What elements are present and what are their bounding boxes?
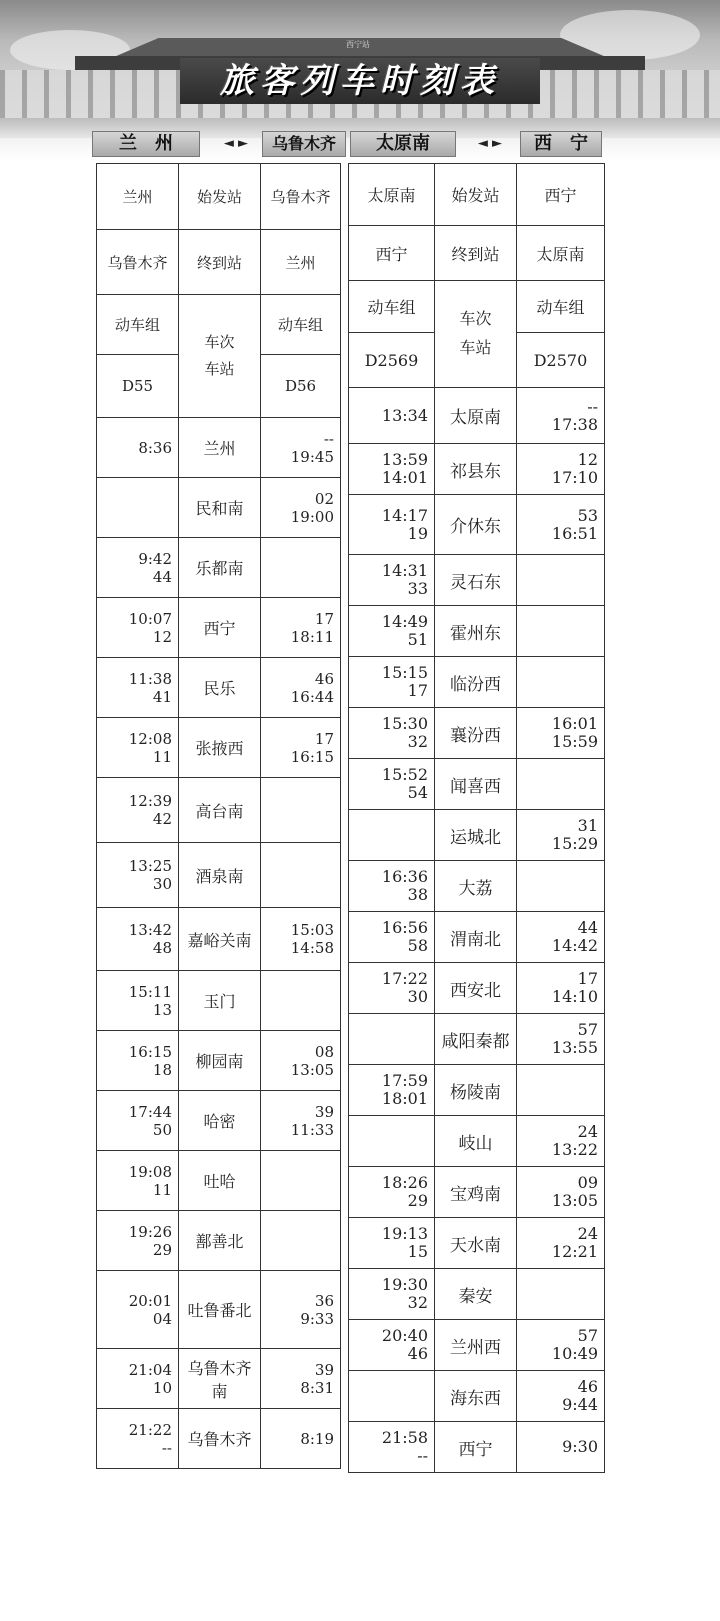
up-time-bottom: 16:44 — [290, 687, 334, 706]
up-time-bottom: 8:31 — [300, 1378, 334, 1397]
table-row — [349, 1014, 605, 1065]
down-time-bottom: 30 — [407, 987, 428, 1006]
down-time-bottom: 50 — [152, 1120, 172, 1139]
table-row — [97, 1409, 341, 1469]
station-name: 杨陵南 — [435, 1065, 517, 1116]
up-time-bottom: 14:42 — [551, 936, 598, 955]
down-time-bottom: 38 — [407, 885, 428, 904]
up-time-top: 46 — [314, 669, 334, 688]
up-time — [517, 606, 605, 657]
down-time-top: 19:13 — [381, 1224, 428, 1243]
table-row — [349, 1320, 605, 1371]
up-time-top: 57 — [577, 1326, 598, 1345]
down-time — [349, 1422, 435, 1473]
train-type-up: 动车组 — [517, 281, 605, 333]
down-time-bottom: 18:01 — [381, 1089, 428, 1108]
down-time-top: 15:11 — [128, 982, 172, 1001]
up-time-top: 39 — [314, 1360, 334, 1379]
train-station-column-label — [179, 295, 261, 418]
up-time-bottom: 19:00 — [290, 507, 334, 526]
up-time — [517, 708, 605, 759]
station-name: 宝鸡南 — [435, 1167, 517, 1218]
table-row — [349, 657, 605, 708]
down-time-top: 14:49 — [381, 612, 428, 631]
down-time-bottom: 12 — [152, 627, 172, 646]
up-time — [517, 1371, 605, 1422]
table-row — [97, 538, 341, 598]
origin-station-down: 太原南 — [349, 164, 435, 226]
terminal-station-up: 太原南 — [517, 226, 605, 281]
down-time — [97, 778, 179, 843]
station-name: 太原南 — [435, 388, 517, 444]
down-time — [349, 1167, 435, 1218]
up-time-top: 39 — [314, 1102, 334, 1121]
up-time — [517, 1218, 605, 1269]
down-time — [97, 1151, 179, 1211]
down-time-top: 20:01 — [128, 1291, 172, 1310]
station-name: 海东西 — [435, 1371, 517, 1422]
table-row — [349, 1167, 605, 1218]
down-time-bottom: 51 — [407, 630, 428, 649]
up-time — [261, 538, 341, 598]
down-time — [97, 1211, 179, 1271]
up-time-bottom: 17:38 — [551, 414, 598, 434]
origin-station-down: 兰州 — [97, 164, 179, 230]
station-name: 张掖西 — [179, 718, 261, 778]
station-name: 鄯善北 — [179, 1211, 261, 1271]
origin-station-up: 乌鲁木齐 — [261, 164, 341, 230]
station-name: 高台南 — [179, 778, 261, 843]
up-time-bottom: 14:58 — [290, 939, 334, 957]
down-time-top: 16:15 — [128, 1042, 172, 1061]
table-row — [97, 843, 341, 908]
station-name: 霍州东 — [435, 606, 517, 657]
up-time-top: 15:03 — [290, 921, 334, 939]
down-time-bottom: 29 — [152, 1240, 172, 1259]
up-time-bottom: 16:15 — [290, 747, 334, 766]
table-row — [97, 971, 341, 1031]
up-time-bottom: 13:05 — [290, 1060, 334, 1079]
down-time-bottom: 29 — [407, 1191, 428, 1210]
station-name: 襄汾西 — [435, 708, 517, 759]
down-time — [349, 810, 435, 861]
table-row — [97, 1271, 341, 1349]
down-time — [97, 598, 179, 658]
terminal-station-up: 兰州 — [261, 230, 341, 295]
down-time — [349, 555, 435, 606]
down-time — [349, 708, 435, 759]
down-time — [97, 538, 179, 598]
down-time-top: 18:26 — [381, 1173, 428, 1192]
up-time-top: 8:19 — [300, 1429, 334, 1448]
up-time — [517, 1116, 605, 1167]
up-time-bottom: 15:59 — [551, 732, 598, 751]
up-time — [517, 444, 605, 495]
station-name: 兰州 — [179, 418, 261, 478]
down-time — [349, 1116, 435, 1167]
down-time-bottom: 32 — [407, 732, 428, 751]
down-time-top: 13:59 — [381, 450, 428, 469]
table-row — [97, 598, 341, 658]
down-time-bottom: 14:01 — [381, 468, 428, 487]
station-name: 岐山 — [435, 1116, 517, 1167]
down-time — [349, 759, 435, 810]
down-time — [97, 908, 179, 971]
down-time — [97, 971, 179, 1031]
station-name: 天水南 — [435, 1218, 517, 1269]
up-time-top: 31 — [577, 816, 598, 835]
left-route-from: 兰 州 — [92, 131, 200, 157]
down-time-top: 15:52 — [381, 765, 428, 784]
timetable-lanzhou-urumqi — [96, 163, 341, 1469]
down-time-bottom: 44 — [152, 567, 172, 586]
up-time — [517, 555, 605, 606]
up-time — [261, 418, 341, 478]
down-time — [349, 912, 435, 963]
station-name: 民乐 — [179, 658, 261, 718]
left-route-to: 乌鲁木齐 — [262, 131, 346, 157]
table-row — [97, 1211, 341, 1271]
up-time — [261, 598, 341, 658]
up-time — [261, 1031, 341, 1091]
table-row — [349, 1065, 605, 1116]
down-time-top: 19:30 — [381, 1275, 428, 1294]
up-time — [517, 495, 605, 555]
up-time — [261, 1151, 341, 1211]
down-time — [349, 388, 435, 444]
table-row — [349, 1269, 605, 1320]
up-time-top: 17 — [314, 729, 334, 748]
right-route-to: 西 宁 — [520, 131, 602, 157]
table-row — [349, 708, 605, 759]
train-type-up: 动车组 — [261, 295, 341, 355]
timetable-taiyuannan-xining — [348, 163, 605, 1473]
table-row — [349, 810, 605, 861]
down-time-bottom: 8:36 — [138, 438, 172, 457]
table-row — [97, 908, 341, 971]
up-time — [261, 778, 341, 843]
terminal-station-down: 西宁 — [349, 226, 435, 281]
up-time-top: 9:30 — [562, 1437, 598, 1456]
down-time — [349, 1218, 435, 1269]
up-time-bottom: 19:45 — [290, 447, 334, 466]
down-time — [349, 861, 435, 912]
left-route-arrows-icon: ◄ ► — [223, 136, 249, 151]
station-name: 临汾西 — [435, 657, 517, 708]
up-time-bottom: 9:33 — [300, 1309, 334, 1328]
down-time-bottom: 19 — [407, 523, 428, 543]
station-name: 民和南 — [179, 478, 261, 538]
down-time-bottom: 33 — [407, 579, 428, 598]
column-label-text: 车次 车站 — [204, 333, 235, 378]
table-row — [97, 778, 341, 843]
origin-label: 始发站 — [179, 164, 261, 230]
table-row — [349, 1218, 605, 1269]
terminal-label: 终到站 — [179, 230, 261, 295]
up-time — [517, 810, 605, 861]
down-time-top: 14:17 — [381, 505, 428, 525]
station-name: 咸阳秦都 — [435, 1014, 517, 1065]
up-time — [261, 1409, 341, 1469]
down-time — [349, 963, 435, 1014]
station-name: 乐都南 — [179, 538, 261, 598]
station-name: 兰州西 — [435, 1320, 517, 1371]
down-time-bottom: 11 — [152, 747, 172, 766]
down-time-bottom: 10 — [152, 1378, 172, 1397]
up-time — [517, 963, 605, 1014]
up-time-top: 02 — [314, 489, 334, 508]
train-type-down: 动车组 — [349, 281, 435, 333]
down-time-bottom: 18 — [152, 1060, 172, 1079]
up-time-top: 16:01 — [551, 714, 598, 733]
right-route-arrows-icon: ◄ ► — [477, 136, 503, 151]
up-time — [261, 718, 341, 778]
train-number-up: D2570 — [517, 333, 605, 388]
down-time-top: 15:15 — [381, 663, 428, 682]
down-time-bottom: 46 — [407, 1344, 428, 1363]
up-time-bottom: 12:21 — [551, 1242, 598, 1261]
table-row — [97, 1349, 341, 1409]
station-name: 柳园南 — [179, 1031, 261, 1091]
table-row — [349, 963, 605, 1014]
table-row — [349, 1371, 605, 1422]
down-time-top: 17:44 — [128, 1102, 172, 1121]
station-name: 闻喜西 — [435, 759, 517, 810]
terminal-station-down: 乌鲁木齐 — [97, 230, 179, 295]
table-row — [349, 444, 605, 495]
down-time — [349, 657, 435, 708]
up-time — [261, 1211, 341, 1271]
up-time-top: 36 — [314, 1291, 334, 1310]
up-time-top: -- — [323, 429, 334, 448]
up-time-bottom: 10:49 — [551, 1344, 598, 1363]
down-time-top: 21:58 — [381, 1428, 428, 1447]
up-time-bottom: 18:11 — [290, 627, 334, 646]
up-time — [517, 912, 605, 963]
up-time-top: 17 — [577, 969, 598, 988]
origin-station-up: 西宁 — [517, 164, 605, 226]
down-time-bottom: 58 — [407, 936, 428, 955]
table-row — [97, 478, 341, 538]
table-row — [97, 1031, 341, 1091]
down-time-top: 10:07 — [128, 609, 172, 628]
train-number-down: D2569 — [349, 333, 435, 388]
station-name: 嘉峪关南 — [179, 908, 261, 971]
up-time-bottom: 16:51 — [551, 523, 598, 543]
down-time — [97, 843, 179, 908]
down-time — [97, 1271, 179, 1349]
down-time-bottom: 15 — [407, 1242, 428, 1261]
table-row — [349, 388, 605, 444]
down-time-top: 16:36 — [381, 867, 428, 886]
table-row — [349, 555, 605, 606]
table-row — [97, 658, 341, 718]
down-time-top: 15:30 — [381, 714, 428, 733]
up-time-bottom: 15:29 — [551, 834, 598, 853]
down-time-top: 12:08 — [128, 729, 172, 748]
table-row — [97, 718, 341, 778]
down-time-bottom: 17 — [407, 681, 428, 700]
up-time — [517, 759, 605, 810]
station-name: 祁县东 — [435, 444, 517, 495]
station-name: 渭南北 — [435, 912, 517, 963]
up-time — [517, 388, 605, 444]
up-time — [261, 1349, 341, 1409]
table-row — [349, 912, 605, 963]
up-time-top: 46 — [577, 1377, 598, 1396]
down-time-top: 14:31 — [381, 561, 428, 580]
up-time-top: 12 — [577, 450, 598, 469]
up-time-top: 53 — [577, 505, 598, 525]
up-time — [261, 658, 341, 718]
train-station-column-label — [435, 281, 517, 388]
station-sign: 西宁站 — [346, 40, 370, 49]
right-route-from: 太原南 — [350, 131, 456, 157]
station-name: 乌鲁木齐 — [179, 1409, 261, 1469]
down-time-top: 21:22 — [128, 1420, 172, 1439]
up-time — [517, 1065, 605, 1116]
up-time-top: 24 — [577, 1122, 598, 1141]
station-name: 吐哈 — [179, 1151, 261, 1211]
table-row — [349, 861, 605, 912]
up-time-top: 44 — [577, 918, 598, 937]
down-time — [97, 478, 179, 538]
station-name: 酒泉南 — [179, 843, 261, 908]
down-time-top: 20:40 — [381, 1326, 428, 1345]
down-time-bottom: -- — [417, 1446, 428, 1465]
down-time — [97, 1031, 179, 1091]
up-time-bottom: 9:44 — [562, 1395, 598, 1414]
station-name: 介休东 — [435, 495, 517, 555]
down-time-top: 16:56 — [381, 918, 428, 937]
up-time — [261, 971, 341, 1031]
down-time-top: 12:39 — [128, 792, 172, 810]
page-title: 旅客列车时刻表 — [220, 61, 500, 101]
train-number-up: D56 — [261, 355, 341, 418]
down-time-top: 19:26 — [128, 1222, 172, 1241]
station-name: 西宁 — [179, 598, 261, 658]
up-time — [517, 1014, 605, 1065]
down-time-bottom: -- — [161, 1438, 172, 1457]
down-time-bottom: 11 — [152, 1180, 172, 1199]
column-label-text: 车次 车站 — [459, 309, 492, 357]
down-time — [97, 418, 179, 478]
station-name: 运城北 — [435, 810, 517, 861]
up-time-top: 08 — [314, 1042, 334, 1061]
down-time — [97, 1349, 179, 1409]
up-time-top: 57 — [577, 1020, 598, 1039]
down-time — [97, 658, 179, 718]
down-time-top: 13:25 — [128, 857, 172, 875]
down-time-top: 17:22 — [381, 969, 428, 988]
down-time — [349, 1014, 435, 1065]
down-time-bottom: 48 — [152, 939, 172, 957]
up-time — [261, 1271, 341, 1349]
up-time — [517, 657, 605, 708]
down-time — [349, 1065, 435, 1116]
station-name: 玉门 — [179, 971, 261, 1031]
up-time — [261, 1091, 341, 1151]
up-time-top: 09 — [577, 1173, 598, 1192]
down-time-top: 11:38 — [128, 669, 172, 688]
train-number-down: D55 — [97, 355, 179, 418]
down-time-bottom: 54 — [407, 783, 428, 802]
down-time — [97, 1091, 179, 1151]
station-name: 秦安 — [435, 1269, 517, 1320]
up-time-bottom: 13:22 — [551, 1140, 598, 1159]
down-time-bottom: 42 — [152, 810, 172, 828]
table-row — [97, 1151, 341, 1211]
table-row — [97, 418, 341, 478]
down-time-top: 19:08 — [128, 1162, 172, 1181]
down-time — [349, 444, 435, 495]
station-name: 西安北 — [435, 963, 517, 1014]
down-time — [349, 495, 435, 555]
down-time-top: 13:42 — [128, 921, 172, 939]
station-name: 灵石东 — [435, 555, 517, 606]
table-row — [97, 1091, 341, 1151]
up-time — [517, 1167, 605, 1218]
up-time — [261, 843, 341, 908]
up-time-bottom: 11:33 — [290, 1120, 334, 1139]
station-name: 吐鲁番北 — [179, 1271, 261, 1349]
down-time-bottom: 13:34 — [381, 405, 428, 425]
down-time — [349, 606, 435, 657]
down-time — [97, 718, 179, 778]
table-row — [349, 1116, 605, 1167]
station-name: 哈密 — [179, 1091, 261, 1151]
table-row — [349, 1422, 605, 1473]
terminal-label: 终到站 — [435, 226, 517, 281]
down-time-bottom: 13 — [152, 1000, 172, 1019]
up-time-top: 24 — [577, 1224, 598, 1243]
up-time — [261, 478, 341, 538]
down-time — [349, 1371, 435, 1422]
up-time-top: 17 — [314, 609, 334, 628]
up-time-bottom: 17:10 — [551, 468, 598, 487]
origin-label: 始发站 — [435, 164, 517, 226]
up-time-bottom: 13:05 — [551, 1191, 598, 1210]
down-time-bottom: 41 — [152, 687, 172, 706]
down-time-top: 21:04 — [128, 1360, 172, 1379]
up-time — [517, 861, 605, 912]
down-time — [97, 1409, 179, 1469]
up-time — [517, 1422, 605, 1473]
down-time-bottom: 04 — [152, 1309, 172, 1328]
train-type-down: 动车组 — [97, 295, 179, 355]
up-time — [261, 908, 341, 971]
station-name: 乌鲁木齐南 — [179, 1349, 261, 1409]
station-name: 西宁 — [435, 1422, 517, 1473]
down-time — [349, 1269, 435, 1320]
down-time-top: 9:42 — [138, 549, 172, 568]
down-time — [349, 1320, 435, 1371]
up-time-top: -- — [587, 396, 598, 416]
table-row — [349, 495, 605, 555]
up-time — [517, 1269, 605, 1320]
down-time-bottom: 30 — [152, 875, 172, 893]
up-time-bottom: 13:55 — [551, 1038, 598, 1057]
table-row — [349, 606, 605, 657]
up-time-bottom: 14:10 — [551, 987, 598, 1006]
down-time-top: 17:59 — [381, 1071, 428, 1090]
down-time-bottom: 32 — [407, 1293, 428, 1312]
up-time — [517, 1320, 605, 1371]
table-row — [349, 759, 605, 810]
station-name: 大荔 — [435, 861, 517, 912]
